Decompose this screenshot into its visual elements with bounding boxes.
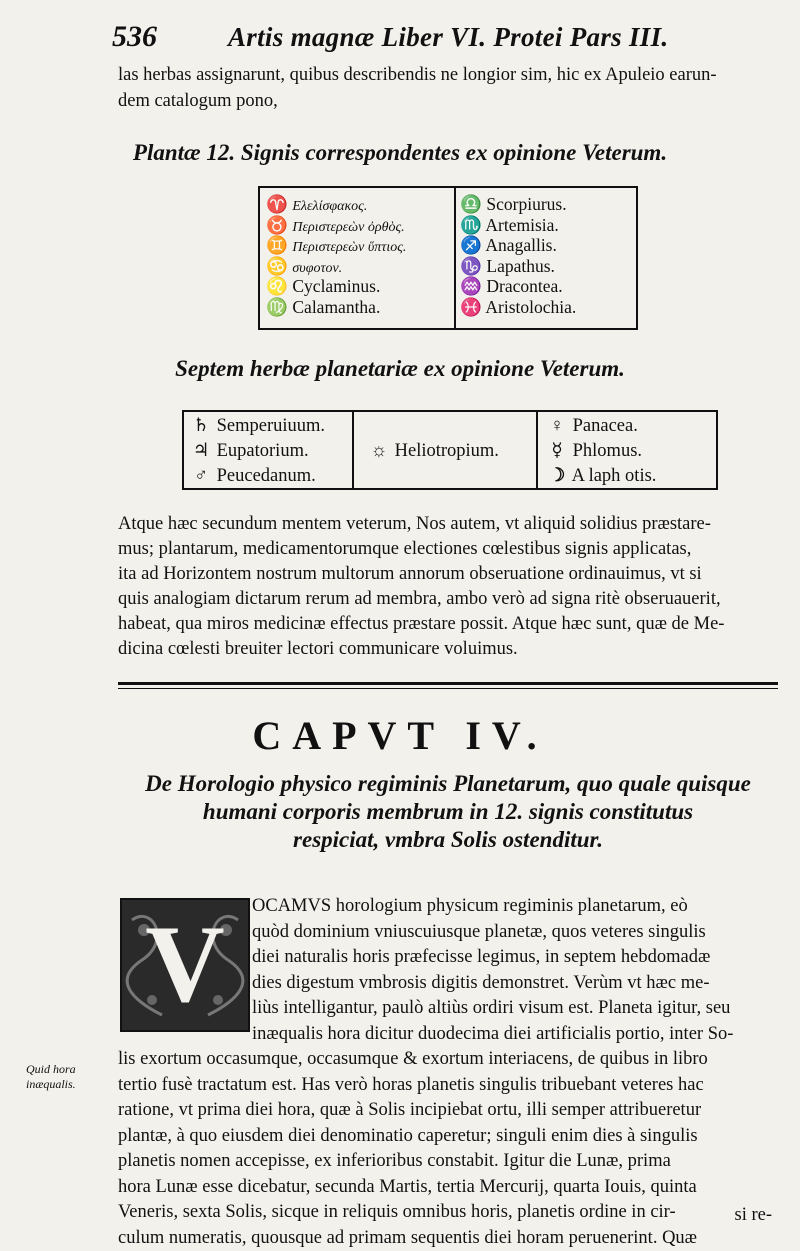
zodiac-row: ♓ Aristolochia.: [460, 297, 576, 318]
planet-row: ☽ A laph otis.: [546, 464, 656, 489]
zodiac-row: ♏ Artemisia.: [460, 215, 576, 236]
initial-letter: V: [122, 904, 248, 1024]
body-text: [118, 996, 778, 1251]
libra-icon: ♎: [460, 194, 482, 215]
text-line: planetis nomen accepisse, ex inferioribus constabit. Igitur die Lunæ, prima: [118, 1149, 778, 1175]
text-line: quis analogiam dictarum rerum ad membra, ambo verò ad signa ritè obseruauerit,: [118, 587, 778, 612]
subtitle-line: De Horologio physico regiminis Planetarum, quo quale quisque: [118, 770, 778, 798]
chapter-heading: CAPVT IV.: [0, 712, 800, 759]
intro-text: [118, 62, 778, 114]
aries-icon: ♈: [266, 194, 288, 215]
text-line: ita ad Horizontem nostrum multorum annorum obseruatione ordinauimus, vt si: [118, 562, 778, 587]
text-line: dies digestum vmbrosis digitis demonstret. Verùm vt hæc me-: [252, 971, 778, 997]
body-text-top: [252, 894, 778, 996]
running-title: Artis magnæ Liber VI. Protei Pars III.: [228, 22, 668, 53]
planet-row: ♄ Semperuiuum.: [190, 414, 325, 439]
mars-icon: ♂: [190, 464, 212, 489]
cancer-icon: ♋: [266, 256, 288, 277]
catchword: si re-: [735, 1205, 773, 1226]
text-line: hora Lunæ esse dicebatur, secunda Martis, tertia Mercurij, quarta Iouis, quinta: [118, 1175, 778, 1201]
planet-row: ☼ Heliotropium.: [368, 439, 499, 464]
taurus-icon: ♉: [266, 215, 288, 236]
column-divider: [352, 412, 354, 488]
zodiac-left-column: [266, 194, 406, 317]
zodiac-row: ♋ συφοτον.: [266, 256, 406, 277]
capricorn-icon: ♑: [460, 256, 482, 277]
page-number: 536: [112, 20, 157, 54]
zodiac-row: ♈ Ελελίσφακος.: [266, 194, 406, 215]
zodiac-row: ♉ Περιστερεὼν ὀρθὸς.: [266, 215, 406, 236]
text-line: Atque hæc secundum mentem veterum, Nos autem, vt aliquid solidius præstare-: [118, 512, 778, 537]
saturn-icon: ♄: [190, 414, 212, 439]
venus-icon: ♀: [546, 414, 568, 439]
subtitle-line: respiciat, vmbra Solis ostenditur.: [118, 826, 778, 854]
section-rule: [118, 682, 778, 685]
sun-icon: ☼: [368, 439, 390, 464]
planet-row: ♀ Panacea.: [546, 414, 656, 439]
subtitle-line: humani corporis membrum in 12. signis constitutus: [118, 798, 778, 826]
running-header: [0, 20, 800, 56]
text-line: lis exortum occasumque, occasumque & exortum interiacens, de quibus in libro: [118, 1047, 778, 1073]
text-line: culum numeratis, quousque ad primam sequentis diei horam peruenerint. Quæ: [118, 1226, 778, 1251]
text-line: liùs intelligantur, paulò altiùs ordiri visum est. Planeta igitur, seu: [118, 996, 778, 1022]
zodiac-row: ♌ Cyclaminus.: [266, 276, 406, 297]
closing-paragraph: [118, 512, 778, 662]
planet-row: ♃ Eupatorium.: [190, 439, 325, 464]
zodiac-row: ♐ Anagallis.: [460, 235, 576, 256]
zodiac-table-title: Plantæ 12. Signis correspondentes ex opinione Veterum.: [0, 140, 800, 166]
jupiter-icon: ♃: [190, 439, 212, 464]
planet-table-title: Septem herbæ planetariæ ex opinione Veterum.: [0, 356, 800, 382]
text-line: Veneris, sexta Solis, sicque in reliquis omnibus horis, planetis ordine in cir-: [118, 1200, 778, 1226]
text-line: mus; plantarum, medicamentorumque electiones cœlestibus signis applicatas,: [118, 537, 778, 562]
intro-line: las herbas assignarunt, quibus describendis ne longior sim, hic ex Apuleio earun-: [118, 62, 778, 88]
moon-icon: ☽: [546, 464, 568, 489]
column-divider: [454, 188, 456, 328]
sagittarius-icon: ♐: [460, 235, 482, 256]
intro-line: dem catalogum pono,: [118, 88, 778, 114]
text-line: dicina cœlesti breuiter lectori communicare voluimus.: [118, 637, 778, 662]
zodiac-right-column: [460, 194, 576, 317]
zodiac-row: ♎ Scorpiurus.: [460, 194, 576, 215]
scorpio-icon: ♏: [460, 215, 482, 236]
text-line: OCAMVS horologium physicum regiminis planetarum, eò: [252, 894, 778, 920]
pisces-icon: ♓: [460, 297, 482, 318]
gemini-icon: ♊: [266, 235, 288, 256]
planet-table: [182, 410, 718, 490]
text-line: plantæ, à quo eiusdem diei denominatio caperetur; singuli enim dies à singulis: [118, 1124, 778, 1150]
zodiac-row: ♊ Περιστερεὼν ὕπτιος.: [266, 235, 406, 256]
zodiac-row: ♍ Calamantha.: [266, 297, 406, 318]
aquarius-icon: ♒: [460, 276, 482, 297]
text-line: habeat, qua miros medicinæ effectus præstare possit. Atque hæc sunt, quæ de Me-: [118, 612, 778, 637]
planet-center-column: [368, 439, 499, 464]
zodiac-row: ♑ Lapathus.: [460, 256, 576, 277]
planet-row: ☿ Phlomus.: [546, 439, 656, 464]
text-line: inæqualis hora dicitur duodecima diei artificialis portio, inter So-: [118, 1022, 778, 1048]
planet-right-column: [546, 414, 656, 489]
section-rule-thin: [118, 688, 778, 689]
zodiac-row: ♒ Dracontea.: [460, 276, 576, 297]
marginal-note: Quid hora inæqualis.: [26, 1062, 116, 1092]
planet-left-column: [190, 414, 325, 489]
mercury-icon: ☿: [546, 439, 568, 464]
chapter-subtitle: [118, 770, 778, 854]
text-line: quòd dominium vniuscuiusque planetæ, quos veteres singulis: [252, 920, 778, 946]
text-line: ratione, vt prima diei hora, quæ à Solis incipiebat ortu, illi semper attribueretur: [118, 1098, 778, 1124]
text-line: diei naturalis horis præfecisse legimus, in septem hebdomadæ: [252, 945, 778, 971]
column-divider: [536, 412, 538, 488]
virgo-icon: ♍: [266, 297, 288, 318]
leo-icon: ♌: [266, 276, 288, 297]
planet-row: ♂ Peucedanum.: [190, 464, 325, 489]
zodiac-table: [258, 186, 638, 330]
text-line: tertio fusè tractatum est. Has verò horas planetis singulis tribuebant veteres hac: [118, 1073, 778, 1099]
